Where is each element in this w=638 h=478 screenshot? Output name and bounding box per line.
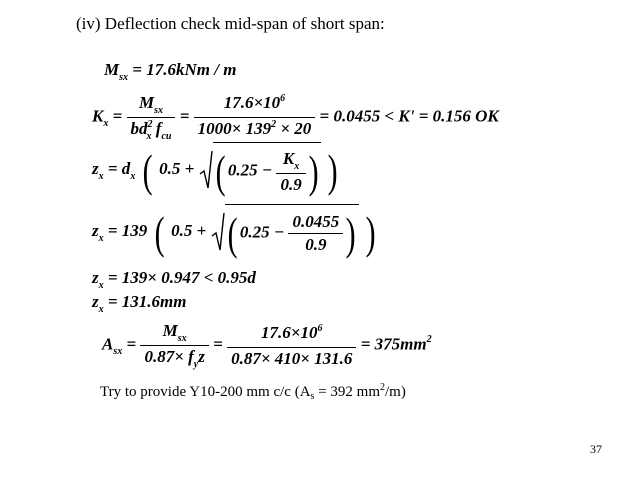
zx1-lhs: z (92, 158, 99, 178)
zx1-d-sub: x (130, 170, 136, 182)
note-middle: = 392 mm (314, 384, 380, 400)
asx-f1-den-sub: y (193, 359, 199, 370)
zx1-inner-open-paren: ( (215, 146, 226, 197)
asx-result-sup: 2 (426, 334, 432, 346)
kx-f1-num-sub: sx (154, 105, 163, 116)
zx1-frac-num-sub: x (294, 160, 300, 172)
asx-f1-den-a: 0.87× f (144, 347, 194, 366)
msx-lhs-sub: sx (119, 72, 129, 83)
asx-result: = 375mm (360, 334, 427, 354)
zx1-inner-a: 0.5 + (159, 158, 195, 178)
asx-fraction-1 (140, 320, 208, 371)
kx-f2-denominator (194, 118, 316, 143)
asx-f1-denominator (140, 346, 208, 371)
kx-f1-den-sub: x (146, 131, 152, 142)
kx-f1-den-a: bd (130, 119, 148, 138)
zx3-lhs: z (92, 268, 99, 287)
zx1-eq: = d (107, 158, 131, 178)
zx1-frac-num-main: K (282, 148, 295, 168)
kx-eq1: = (112, 106, 123, 126)
zx1-frac-den: 0.9 (280, 174, 302, 194)
kx-fraction-1 (127, 92, 176, 143)
kx-f2-num: 17.6×10 (223, 93, 281, 112)
kx-f2-num-sup: 6 (280, 93, 286, 104)
asx-fraction-2 (227, 322, 356, 370)
radical-icon (211, 212, 225, 252)
zx2-lhs-sub: x (98, 232, 104, 244)
equation-kx (92, 92, 499, 143)
kx-lhs: K (92, 106, 104, 126)
zx2-fraction (288, 211, 343, 256)
zx3-rhs: = 139× 0.947 < 0.95d (107, 268, 256, 287)
zx1-fraction (276, 148, 305, 196)
kx-f2-numerator (194, 92, 316, 118)
zx1-open-paren: ( (142, 144, 153, 196)
zx1-sqrt (199, 142, 321, 198)
equation-msx (104, 60, 237, 83)
slide-heading: (iv) Deflection check mid-span of short span: (76, 14, 385, 33)
asx-f2-den: 0.87× 410× 131.6 (231, 348, 353, 368)
kx-f1-denominator (127, 118, 176, 143)
kx-f1-den-sup: 2 (147, 119, 153, 130)
zx4-lhs: z (92, 292, 99, 311)
zx2-inner-close-paren: ) (345, 208, 356, 259)
equation-zx-numeric (92, 204, 378, 260)
zx2-inner-a: 0.5 + (171, 220, 207, 240)
zx1-close-paren: ) (327, 144, 338, 196)
zx2-inner-open-paren: ( (227, 208, 238, 259)
note-sub-s: s (310, 391, 315, 402)
reinforcement-note (100, 384, 406, 401)
zx4-rhs: = 131.6mm (107, 292, 187, 311)
radical-icon (199, 150, 213, 190)
kx-f1-den-sub2: cu (161, 131, 172, 142)
zx1-frac-num (276, 148, 305, 174)
kx-fraction-2 (194, 92, 316, 143)
zx3-lhs-sub: x (98, 280, 104, 291)
page-number: 37 (590, 442, 602, 456)
note-sup-2: 2 (380, 382, 385, 393)
zx2-frac-num: 0.0455 (288, 211, 343, 234)
asx-f2-num-sup: 6 (317, 322, 323, 334)
zx1-inner-b: 0.25 − (227, 160, 273, 180)
zx2-inner-b: 0.25 − (239, 222, 285, 242)
asx-lhs: A (102, 334, 114, 354)
asx-f2-numerator (227, 322, 356, 348)
asx-f1-num-main: M (162, 321, 178, 340)
note-suffix: /m) (385, 384, 406, 400)
asx-eq1: = (126, 334, 137, 354)
zx2-close-paren: ) (365, 206, 376, 258)
msx-rhs: = 17.6kNm / m (132, 60, 237, 79)
kx-f2-den-sup: 2 (271, 119, 277, 130)
equation-zx-general (92, 142, 341, 198)
zx2-sqrt (211, 204, 359, 260)
kx-f1-den-b: f (151, 119, 162, 138)
zx1-lhs-sub: x (98, 170, 104, 182)
zx2-eq: = 139 (107, 220, 148, 240)
asx-f2-num: 17.6×10 (261, 322, 318, 342)
zx2-frac-den: 0.9 (305, 235, 327, 254)
kx-f1-numerator (127, 92, 176, 118)
asx-f1-num-sub: sx (177, 333, 187, 344)
kx-f1-num-main: M (138, 93, 155, 112)
zx2-open-paren: ( (154, 206, 165, 258)
kx-f2-den-b: × 20 (276, 119, 312, 138)
equation-asx (102, 320, 432, 371)
kx-result: = 0.0455 < K' = 0.156 OK (319, 106, 499, 126)
asx-f1-numerator (140, 320, 208, 346)
msx-lhs: M (104, 60, 120, 79)
zx2-lhs: z (92, 220, 99, 240)
zx4-lhs-sub: x (98, 304, 104, 315)
equation-zx-product (92, 268, 256, 291)
equation-zx-result (92, 292, 187, 315)
kx-f2-den-a: 1000× 139 (197, 119, 272, 138)
zx1-inner-close-paren: ) (308, 146, 319, 197)
kx-lhs-sub: x (103, 118, 109, 130)
asx-lhs-sub: sx (113, 346, 123, 358)
note-prefix: Try to provide Y10-200 mm c/c (A (100, 384, 311, 400)
asx-f1-den-b: z (198, 347, 205, 366)
asx-eq2: = (213, 334, 223, 354)
kx-eq2: = (179, 106, 190, 126)
